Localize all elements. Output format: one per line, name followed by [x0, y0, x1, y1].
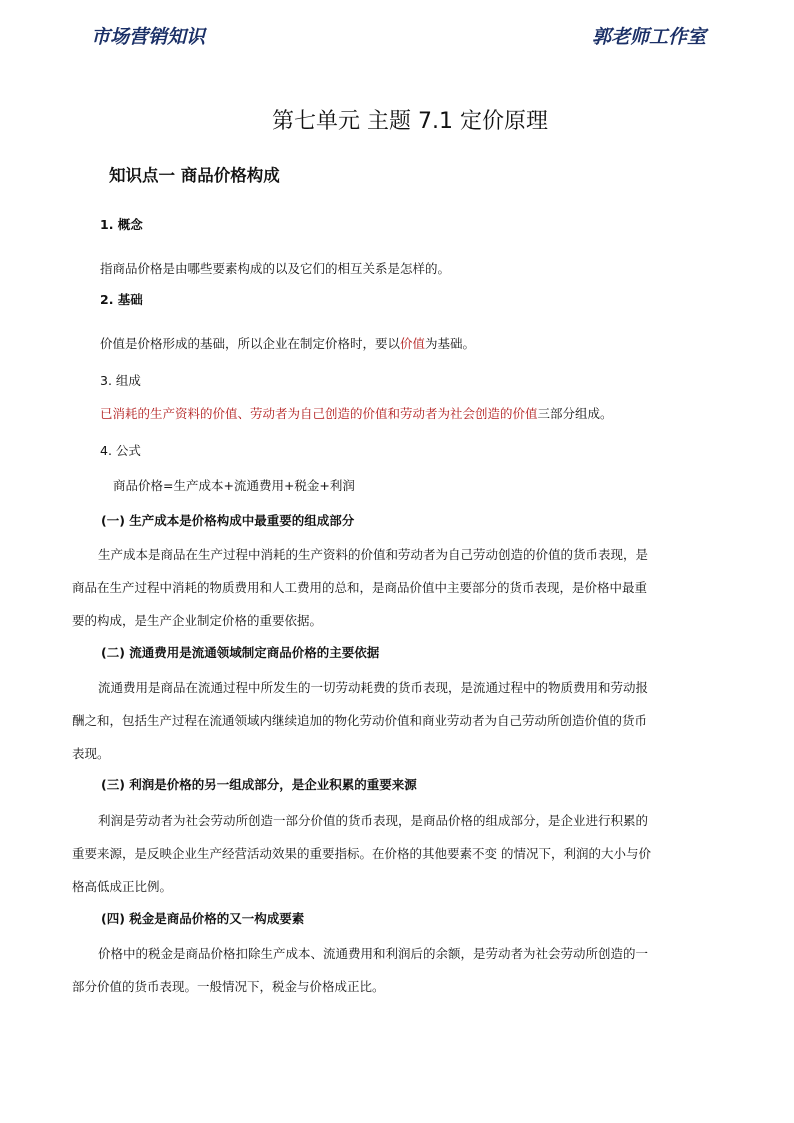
section-2-text-before: 价值是价格形成的基础，所以企业在制定价格时，要以 — [100, 336, 401, 351]
section-4-heading: 4. 公式 — [100, 443, 141, 458]
part-1-text: 生产成本是商品在生产过程中消耗的生产资料的价值和劳动者为自己劳动创造的价值的货币表现，是商品在生产过程中消耗的物质费用和人工费用的总和，是商品价值中主要部分的货币表现，是价格中最重要的构成，是生产企业制定价格的重要依据。 — [72, 547, 649, 628]
section-4-formula: 商品价格=生产成本+流通费用+税金+利润 — [113, 478, 355, 493]
part-2-heading: (二) 流通费用是流通领域制定商品价格的主要依据 — [101, 645, 380, 660]
part-1-heading: (一) 生产成本是价格构成中最重要的组成部分 — [101, 513, 355, 528]
section-3-text-highlight: 已消耗的生产资料的价值、劳动者为自己创造的价值和劳动者为社会创造的价值 — [100, 406, 538, 421]
section-1-text: 指商品价格是由哪些要素构成的以及它们的相互关系是怎样的。 — [100, 261, 451, 276]
section-2-text-after: 为基础。 — [425, 336, 476, 351]
section-2-heading: 2. 基础 — [100, 292, 143, 307]
section-2-text — [100, 334, 475, 352]
section-3-text-after: 三部分组成。 — [537, 406, 613, 421]
header-right-title: 郭老师工作室 — [591, 26, 706, 48]
part-4-heading: (四) 税金是商品价格的又一构成要素 — [101, 911, 305, 926]
section-1-heading: 1. 概念 — [100, 217, 143, 232]
header-left-title: 市场营销知识 — [91, 26, 206, 48]
section-2-text-highlight: 价值 — [400, 336, 426, 351]
part-3-text: 利润是劳动者为社会劳动所创造一部分价值的货币表现，是商品价格的组成部分，是企业进行积累的重要来源，是反映企业生产经营活动效果的重要指标。在价格的其他要素不变 的情况下，利润的大小与价格高低成正比例。 — [72, 813, 651, 894]
part-2-text: 流通费用是商品在流通过程中所发生的一切劳动耗费的货币表现，是流通过程中的物质费用和劳动报酬之和，包括生产过程在流通领域内继续追加的物化劳动价值和商业劳动者为自己劳动所创造价值的货币表现。 — [72, 680, 649, 761]
knowledge-point-heading: 知识点一 商品价格构成 — [109, 166, 280, 185]
page-title: 第七单元 主题 7.1 定价原理 — [272, 109, 548, 134]
part-4-text: 价格中的税金是商品价格扣除生产成本、流通费用和利润后的余额，是劳动者为社会劳动所创造的一部分价值的货币表现。一般情况下，税金与价格成正比。 — [72, 946, 649, 994]
section-3-text — [100, 404, 613, 422]
page-header — [0, 22, 794, 52]
part-3-heading: (三) 利润是价格的另一组成部分，是企业积累的重要来源 — [101, 777, 417, 792]
section-3-heading: 3. 组成 — [100, 373, 141, 388]
